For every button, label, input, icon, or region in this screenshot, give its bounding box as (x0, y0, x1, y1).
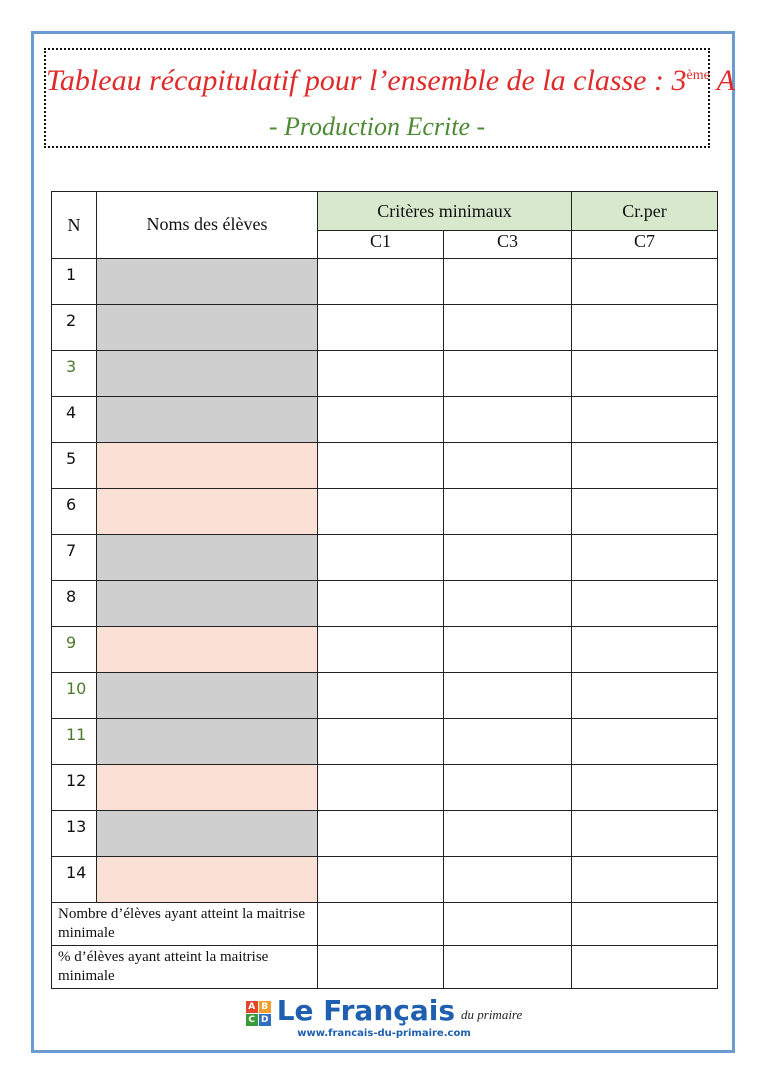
footer-percent-label: % d’élèves ayant atteint la maitrise minimale (52, 946, 318, 989)
table-cell[interactable] (444, 811, 572, 857)
footer-row-percent (52, 946, 718, 989)
student-name-cell[interactable] (97, 351, 318, 397)
table-cell[interactable] (444, 673, 572, 719)
table-cell[interactable] (444, 903, 572, 946)
table-cell[interactable] (572, 765, 718, 811)
header-names: Noms des élèves (97, 192, 318, 259)
table-cell[interactable] (572, 673, 718, 719)
table-row (52, 857, 718, 903)
table-cell[interactable] (572, 811, 718, 857)
table-cell[interactable] (318, 535, 444, 581)
table-cell[interactable] (318, 673, 444, 719)
table-cell[interactable] (572, 719, 718, 765)
row-number: 9 (52, 627, 97, 673)
row-number: 1 (52, 259, 97, 305)
table-cell[interactable] (318, 719, 444, 765)
student-name-cell[interactable] (97, 259, 318, 305)
table-row (52, 581, 718, 627)
row-number: 8 (52, 581, 97, 627)
table-row (52, 673, 718, 719)
logo-url: www.francais-du-primaire.com (297, 1028, 471, 1039)
table-row (52, 351, 718, 397)
table-cell[interactable] (318, 305, 444, 351)
row-number: 13 (52, 811, 97, 857)
student-name-cell[interactable] (97, 627, 318, 673)
row-number: 12 (52, 765, 97, 811)
table-cell[interactable] (444, 857, 572, 903)
table-cell[interactable] (572, 857, 718, 903)
page-title: Tableau récapitulatif pour l’ensemble de la classe : 3ème A (46, 64, 736, 97)
abc-blocks-icon: A B C D (246, 1001, 271, 1026)
table-cell[interactable] (318, 581, 444, 627)
table-cell[interactable] (318, 946, 444, 989)
table-cell[interactable] (318, 397, 444, 443)
table-cell[interactable] (318, 857, 444, 903)
row-number: 11 (52, 719, 97, 765)
student-name-cell[interactable] (97, 397, 318, 443)
header-c3: C3 (444, 231, 572, 259)
table-cell[interactable] (318, 627, 444, 673)
student-name-cell[interactable] (97, 305, 318, 351)
table-cell[interactable] (444, 489, 572, 535)
student-name-cell[interactable] (97, 489, 318, 535)
table-cell[interactable] (318, 765, 444, 811)
table-cell[interactable] (318, 903, 444, 946)
table-cell[interactable] (444, 259, 572, 305)
student-name-cell[interactable] (97, 765, 318, 811)
header-cr-per: Cr.per (572, 192, 718, 231)
table-row (52, 765, 718, 811)
page-subtitle: - Production Ecrite - (268, 112, 486, 141)
summary-table (51, 191, 718, 989)
student-name-cell[interactable] (97, 673, 318, 719)
row-number: 10 (52, 673, 97, 719)
table-row (52, 305, 718, 351)
student-name-cell[interactable] (97, 857, 318, 903)
table-cell[interactable] (318, 489, 444, 535)
table-cell[interactable] (444, 443, 572, 489)
table-cell[interactable] (444, 351, 572, 397)
table-cell[interactable] (572, 259, 718, 305)
row-number: 4 (52, 397, 97, 443)
student-name-cell[interactable] (97, 719, 318, 765)
table-row (52, 627, 718, 673)
header-n: N (52, 192, 97, 259)
table-row (52, 535, 718, 581)
table-cell[interactable] (572, 903, 718, 946)
table-cell[interactable] (444, 627, 572, 673)
footer-logo (0, 996, 768, 1039)
table-cell[interactable] (572, 581, 718, 627)
table-cell[interactable] (318, 259, 444, 305)
student-name-cell[interactable] (97, 535, 318, 581)
table-cell[interactable] (444, 305, 572, 351)
table-cell[interactable] (444, 719, 572, 765)
row-number: 6 (52, 489, 97, 535)
row-number: 7 (52, 535, 97, 581)
student-rows (52, 259, 718, 903)
row-number: 2 (52, 305, 97, 351)
footer-row-count (52, 903, 718, 946)
table-cell[interactable] (572, 535, 718, 581)
table-cell[interactable] (444, 765, 572, 811)
table-cell[interactable] (572, 397, 718, 443)
row-number: 5 (52, 443, 97, 489)
table-cell[interactable] (572, 946, 718, 989)
table-cell[interactable] (572, 305, 718, 351)
table-row (52, 443, 718, 489)
table-cell[interactable] (318, 351, 444, 397)
row-number: 14 (52, 857, 97, 903)
header-c1: C1 (318, 231, 444, 259)
table-cell[interactable] (444, 946, 572, 989)
table-cell[interactable] (318, 443, 444, 489)
logo-name: Le Français (276, 994, 456, 1027)
table-cell[interactable] (444, 581, 572, 627)
table-row (52, 811, 718, 857)
table-cell[interactable] (572, 627, 718, 673)
table-cell[interactable] (572, 443, 718, 489)
row-number: 3 (52, 351, 97, 397)
table-row (52, 489, 718, 535)
table-cell[interactable] (444, 397, 572, 443)
title-box (44, 48, 736, 148)
student-name-cell[interactable] (97, 811, 318, 857)
table-cell[interactable] (572, 489, 718, 535)
student-name-cell[interactable] (97, 443, 318, 489)
footer-count-label: Nombre d’élèves ayant atteint la maitrise minimale (52, 903, 318, 946)
table-cell[interactable] (444, 535, 572, 581)
table-cell[interactable] (572, 351, 718, 397)
table-cell[interactable] (318, 811, 444, 857)
table-row (52, 397, 718, 443)
student-name-cell[interactable] (97, 581, 318, 627)
header-c7: C7 (572, 231, 718, 259)
logo-tagline: du primaire (461, 1007, 523, 1022)
table-row (52, 719, 718, 765)
header-criteres-minimaux: Critères minimaux (318, 192, 572, 231)
table-row (52, 259, 718, 305)
